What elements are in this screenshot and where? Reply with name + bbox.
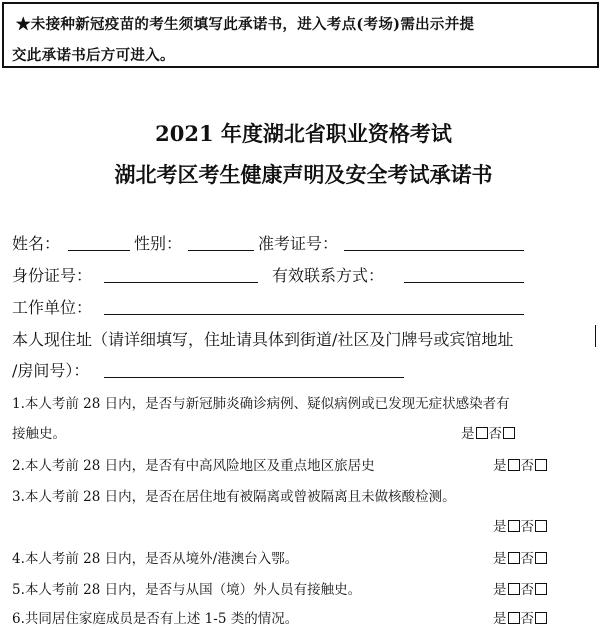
no-checkbox[interactable] bbox=[535, 459, 547, 471]
question-3-choice: 是 否 bbox=[493, 515, 548, 535]
question-4: 4.本人考前 28 日内，是否从境外/港澳台入鄂。 bbox=[12, 551, 299, 567]
yes-checkbox[interactable] bbox=[476, 427, 488, 439]
address-field-line[interactable] bbox=[104, 377, 404, 378]
no-checkbox[interactable] bbox=[535, 583, 547, 595]
contact-field-line[interactable] bbox=[404, 282, 524, 283]
yes-checkbox[interactable] bbox=[508, 520, 520, 532]
no-checkbox[interactable] bbox=[503, 427, 515, 439]
yes-checkbox[interactable] bbox=[508, 612, 520, 624]
yes-checkbox[interactable] bbox=[508, 459, 520, 471]
document-subtitle: 湖北考区考生健康声明及安全考试承诺书 bbox=[114, 162, 493, 187]
notice-box bbox=[2, 2, 599, 68]
name-field-line[interactable] bbox=[68, 250, 130, 251]
id-field-line[interactable] bbox=[104, 282, 258, 283]
gender-field-line[interactable] bbox=[188, 250, 254, 251]
yes-checkbox[interactable] bbox=[508, 583, 520, 595]
question-1: 1.本人考前 28 日内，是否与新冠肺炎确诊病例、疑似病例或已发现无症状感染者有 bbox=[12, 396, 510, 412]
question-5: 5.本人考前 28 日内，是否与从国（境）外人员有接触史。 bbox=[12, 582, 362, 598]
employer-field-line[interactable] bbox=[104, 314, 524, 315]
question-4-choice: 是 否 bbox=[493, 547, 548, 567]
question-1-cont: 接触史。 bbox=[12, 426, 66, 442]
address-label-cont: /房间号）： bbox=[12, 361, 90, 380]
notice-line-2: 交此承诺书后方可进入。 bbox=[12, 47, 175, 64]
ticket-label: 准考证号： bbox=[258, 234, 339, 253]
document-title: 2021 年度湖北省职业资格考试 bbox=[155, 121, 452, 146]
question-1-choice: 是 否 bbox=[461, 422, 516, 442]
question-5-choice: 是 否 bbox=[493, 578, 548, 598]
contact-label: 有效联系方式： bbox=[272, 266, 385, 285]
no-checkbox[interactable] bbox=[535, 612, 547, 624]
question-3: 3.本人考前 28 日内，是否在居住地有被隔离或曾被隔离且未做核酸检测。 bbox=[12, 489, 456, 505]
gender-label: 性别： bbox=[134, 234, 183, 253]
yes-checkbox[interactable] bbox=[508, 552, 520, 564]
name-label: 姓名： bbox=[12, 234, 61, 253]
question-6-choice: 是 否 bbox=[493, 607, 548, 627]
no-checkbox[interactable] bbox=[535, 552, 547, 564]
question-2-choice: 是 否 bbox=[493, 454, 548, 474]
notice-line-1: ★未接种新冠疫苗的考生须填写此承诺书，进入考点(考场)需出示并提 bbox=[16, 16, 475, 33]
ticket-field-line[interactable] bbox=[344, 250, 524, 251]
id-label: 身份证号： bbox=[12, 266, 93, 285]
address-label: 本人现住址（请详细填写，住址请具体到街道/社区及门牌号或宾馆地址 bbox=[12, 330, 514, 349]
no-checkbox[interactable] bbox=[535, 520, 547, 532]
question-2: 2.本人考前 28 日内，是否有中高风险地区及重点地区旅居史 bbox=[12, 458, 375, 474]
employer-label: 工作单位： bbox=[12, 298, 93, 317]
text-cursor bbox=[595, 325, 596, 347]
question-6: 6.共同居住家庭成员是否有上述 1-5 类的情况。 bbox=[12, 611, 299, 627]
